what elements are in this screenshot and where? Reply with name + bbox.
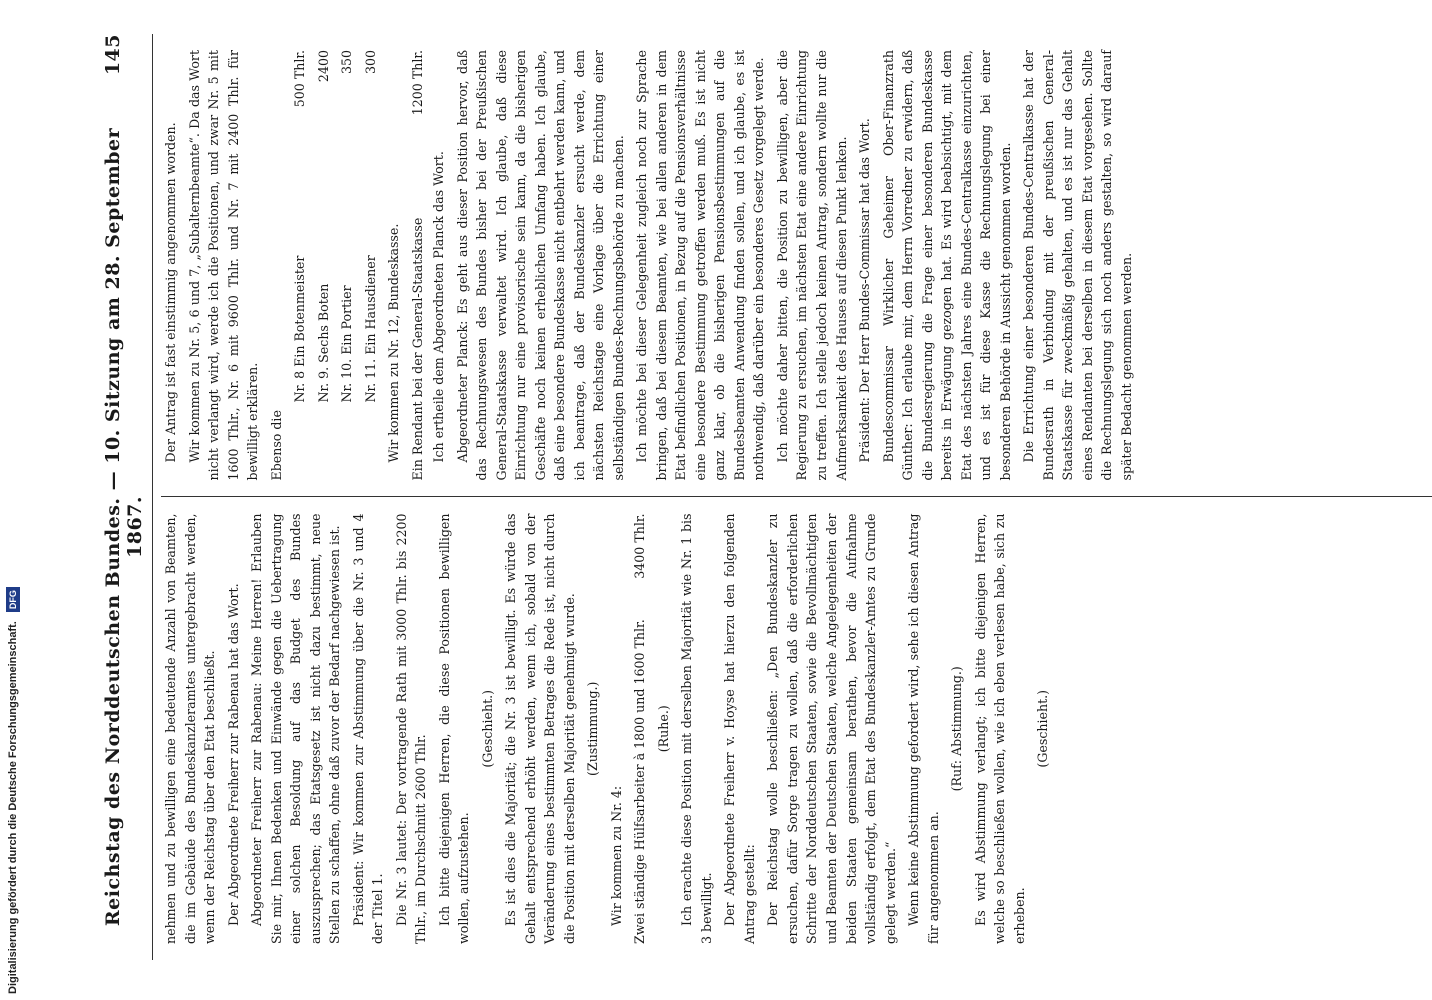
budget-row-label: Zwei ständige Hülfsarbeiter à 1800 und 1600 Thlr.: [632, 619, 648, 944]
speech-paragraph: Präsident: Wir kommen zur Abstimmung über die Nr. 3 und 4 der Titel 1.: [350, 513, 386, 944]
budget-row-value: 1200 Thlr.: [409, 50, 425, 116]
paragraph: Wenn keine Abstimmung gefordert wird, sehe ich diesen Antrag für angenommen an.: [906, 513, 941, 944]
credit-text: Digitalisierung gefördert durch die Deutsche Forschungsgemeinschaft.: [7, 621, 19, 994]
paragraph: Die Errichtung einer besonderen Bundes-Centralkasse hat der Bundesrath in Verbindung mit der preußischen General-Staatskasse für zweckmäßig gehalten, und es ist nur das Gehalt eines Rendanten bei derselben in diesem Etat vorgesehen. Sollte die Rechnungslegung sich noch anders gestalten, so wird darauf später Bedacht genommen werden.: [1021, 50, 1134, 481]
paragraph: Ich bitte diejenigen Herren, die diese Positionen bewilligen wollen, aufzustehen.: [436, 513, 472, 944]
budget-item: Nr. 9. Sechs Boten 2400: [315, 50, 331, 403]
stage-note: (Ruf: Abstimmung.): [949, 666, 965, 792]
motion-text: Der Reichstag wolle beschließen: „Den Bundeskanzler zu ersuchen, dafür Sorge tragen zu wollen, daß die erforderlichen Schritte der Norddeutschen Staaten, sowie die Bevollmächtigten und Beamten der Deutschen Staaten, welche Angelegenheiten der beiden Staaten gemeinsam berathen, bevor die Aufnahme vollständig erfolgt, dem Etat des Bundeskanzler-Amtes zu Grunde gelegt werden.“: [765, 513, 898, 944]
right-column: [161, 34, 1432, 497]
budget-row-value: 3400 Thlr.: [632, 513, 648, 579]
budget-item: Nr. 11. Ein Hausdiener 300: [362, 50, 378, 403]
paragraph: Der Abgeordnete Freiherr zur Rabenau hat das Wort.: [225, 583, 241, 926]
text-columns: [161, 34, 1432, 960]
stage-note: (Zustimmung.): [585, 681, 601, 776]
paragraph: Es wird Abstimmung verlangt; ich bitte diejenigen Herren, welche so beschließen wollen, wie ich eben verlesen habe, sich zu erheben.: [972, 513, 1027, 944]
paragraph: Ich erachte diese Position mit derselben Majorität wie Nr. 1 bis 3 bewilligt.: [679, 513, 714, 944]
paragraph: Ich möchte daher bitten, die Position zu bewilligen, aber die Regierung zu ersuchen, im nächsten Etat eine andere Einrichtung zu treffen. Ich stelle jedoch keinen Antrag, sondern wollte nur die Aufmerksamkeit des Hauses auf diesen Punkt lenken.: [774, 50, 849, 481]
credit-sidebar: [4, 0, 22, 1000]
budget-item: Nr. 8 Ein Botenmeister 500 Thlr.: [292, 50, 308, 403]
paragraph: nehmen und zu bewilligen eine bedeutende Anzahl von Beamten, die im Gebäude des Bundeskanzleramtes untergebracht werden, wenn der Reichstag über den Etat beschließt.: [163, 513, 218, 944]
paragraph: Wir kommen zu Nr. 12, Bundeskasse.: [386, 223, 402, 463]
paragraph: Wir kommen zu Nr. 4:: [608, 785, 624, 926]
paragraph: Ich möchte bei dieser Gelegenheit zugleich noch zur Sprache bringen, daß bei diesem Beamten, wie bei allen anderen in dem Etat befindlichen Positionen, in Bezug auf die Pensionsverhältnisse eine besondere Bestimmung getroffen werden muß. Es ist nicht ganz klar, ob die bisherigen Pensionsbestimmungen auf die Bundesbeamten Anwendung finden sollen, und ich glaube, es ist nothwendig, daß darüber ein besonderes Gesetz vorgelegt werde.: [634, 50, 767, 481]
dfg-logo: DFG: [6, 587, 20, 612]
page-title: Reichstag des Norddeutschen Bundes. — 10. Sitzung am 28. September 1867.: [102, 127, 146, 927]
paragraph: Der Abgeordnete Freiherr v. Hoyse hat hierzu den folgenden Antrag gestellt:: [722, 513, 757, 944]
budget-row: [630, 514, 650, 945]
stage-note: (Geschieht.): [479, 689, 495, 768]
newspaper-page: [66, 0, 1432, 1000]
speech-paragraph: Bundescommissar Wirklicher Geheimer Ober-Finanzrath Günther: Ich erlaube mir, dem Herrn Vorredner zu erwidern, daß die Bundesregierung die Frage einer besonderen Bundeskasse bereits in Erwägung gezogen hat. Es wird beabsichtigt, mit dem Etat des nächsten Jahres eine Bundes-Centralkasse einzurichten, und es ist für diese Kasse die Rechnungslegung bei einer besonderen Behörde in Aussicht genommen worden.: [880, 50, 1013, 481]
running-head: [102, 34, 153, 960]
page-number: 145: [102, 34, 124, 76]
stage-note: (Ruhe.): [655, 705, 671, 753]
budget-items: [290, 50, 380, 481]
paragraph: Ebenso die: [268, 410, 284, 481]
speech-paragraph: Abgeordneter Planck: Es geht aus dieser Position hervor, daß das Rechnungswesen des Bundes bisher bei der Preußischen General-Staatskasse verwaltet wird. Ich glaube, daß diese Einrichtung nur eine provisorische sein kann, da die bisherigen Geschäfte noch keinen erheblichen Umfang haben. Ich glaube, daß eine besondere Bundeskasse nicht entbehrt werden kann, und ich beantrage, daß der Bundeskanzler ersucht werde, dem nächsten Reichstage eine Vorlage über die Errichtung einer selbständigen Bundes-Rechnungsbehörde zu machen.: [454, 50, 626, 481]
paragraph: Der Antrag ist fast einstimmig angenommen worden.: [163, 122, 178, 463]
paragraph: Ich ertheile dem Abgeordneten Planck das Wort.: [431, 151, 447, 463]
stage-note: (Geschieht.): [1035, 689, 1051, 768]
budget-row-label: Ein Rendant bei der General-Staatskasse: [409, 217, 425, 481]
budget-item: Nr. 10. Ein Portier 350: [339, 50, 355, 403]
paragraph: Wir kommen zu Nr. 5, 6 und 7, „Subalternbeamte“. Da das Wort nicht verlangt wird, werde ich die Positionen, und zwar Nr. 5 mit 1600 Thlr., Nr. 6 mit 9600 Thlr. und Nr. 7 mit 2400 Thlr. für bewilligt erklären.: [186, 50, 261, 481]
left-column: [161, 497, 1432, 961]
speech-paragraph: Präsident: Der Herr Bundes-Commissar hat das Wort.: [857, 118, 873, 463]
budget-row: [408, 50, 428, 481]
paragraph: Die Nr. 3 lautet: Der vortragende Rath mit 3000 Thlr. bis 2200 Thlr., im Durchschnitt 2600 Thlr.: [393, 513, 429, 944]
paragraph: Es ist dies die Majorität; die Nr. 3 ist bewilligt. Es würde das Gehalt entsprechend erhöht werden, wenn ich, sobald von der Veränderung eines bestimmten Betrages die Rede ist, nicht durch die Position mit derselben Majorität genehmigt wurde.: [503, 513, 577, 944]
speech-paragraph: Abgeordneter Freiherr zur Rabenau: Meine Herren! Erlauben Sie mir, Ihnen Bedenken und Einwände gegen die Uebertragung einer solchen Besoldung auf das Budget des Bundes auszusprechen; das Etatsgesetz ist nicht dazu bestimmt, neue Stellen zu schaffen, ohne daß zuvor der Bedarf nachgewiesen ist.: [249, 513, 343, 944]
